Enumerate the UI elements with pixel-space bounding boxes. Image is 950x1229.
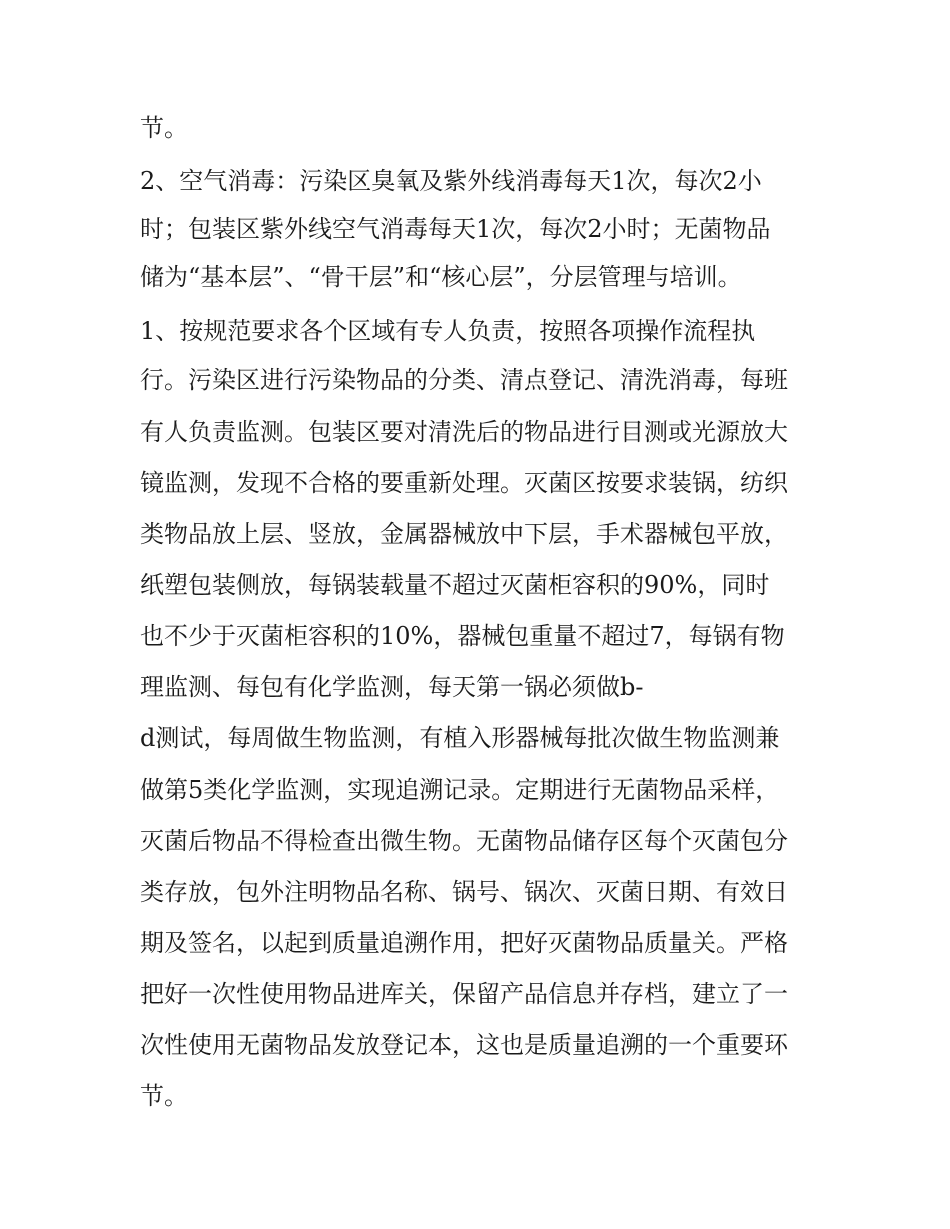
- text-line-15: 灭菌后物品不得检查出微生物。无菌物品储存区每个灭菌包分: [140, 827, 788, 855]
- text-line-3: 时；包装区紫外线空气消毒每天1次，每次2小时；无菌物品: [140, 215, 771, 243]
- text-line-7: 有人负责监测。包装区要对清洗后的物品进行目测或光源放大: [140, 418, 788, 446]
- text-line-9: 类物品放上层、竖放，金属器械放中下层，手术器械包平放，: [140, 520, 788, 548]
- text-line-10: 纸塑包装侧放，每锅装载量不超过灭菌柜容积的90%，同时: [140, 571, 770, 599]
- text-line-13: d测试，每周做生物监测，有植入形器械每批次做生物监测兼: [140, 724, 780, 752]
- text-line-4: 储为“基本层”、“骨干层”和“核心层”，分层管理与培训。: [140, 263, 742, 291]
- text-line-6: 行。污染区进行污染物品的分类、清点登记、清洗消毒，每班: [140, 366, 788, 394]
- text-line-8: 镜监测，发现不合格的要重新处理。灭菌区按要求装锅，纺织: [140, 469, 788, 497]
- text-line-5: 1、按规范要求各个区域有专人负责，按照各项操作流程执: [140, 317, 756, 345]
- text-line-20: 节。: [140, 1082, 188, 1110]
- text-line-17: 期及签名，以起到质量追溯作用，把好灭菌物品质量关。严格: [140, 929, 788, 957]
- text-line-14: 做第5类化学监测，实现追溯记录。定期进行无菌物品采样，: [140, 776, 780, 804]
- text-line-19: 次性使用无菌物品发放登记本，这也是质量追溯的一个重要环: [140, 1031, 788, 1059]
- text-line-2: 2、空气消毒：污染区臭氧及紫外线消毒每天1次，每次2小: [140, 167, 762, 195]
- text-line-18: 把好一次性使用物品进库关，保留产品信息并存档，建立了一: [140, 980, 788, 1008]
- text-line-16: 类存放，包外注明物品名称、锅号、锅次、灭菌日期、有效日: [140, 878, 788, 906]
- text-line-1: 节。: [140, 114, 188, 142]
- text-line-11: 也不少于灭菌柜容积的10%，器械包重量不超过7，每锅有物: [140, 622, 785, 650]
- text-line-12: 理监测、每包有化学监测，每天第一锅必须做b-: [140, 673, 644, 701]
